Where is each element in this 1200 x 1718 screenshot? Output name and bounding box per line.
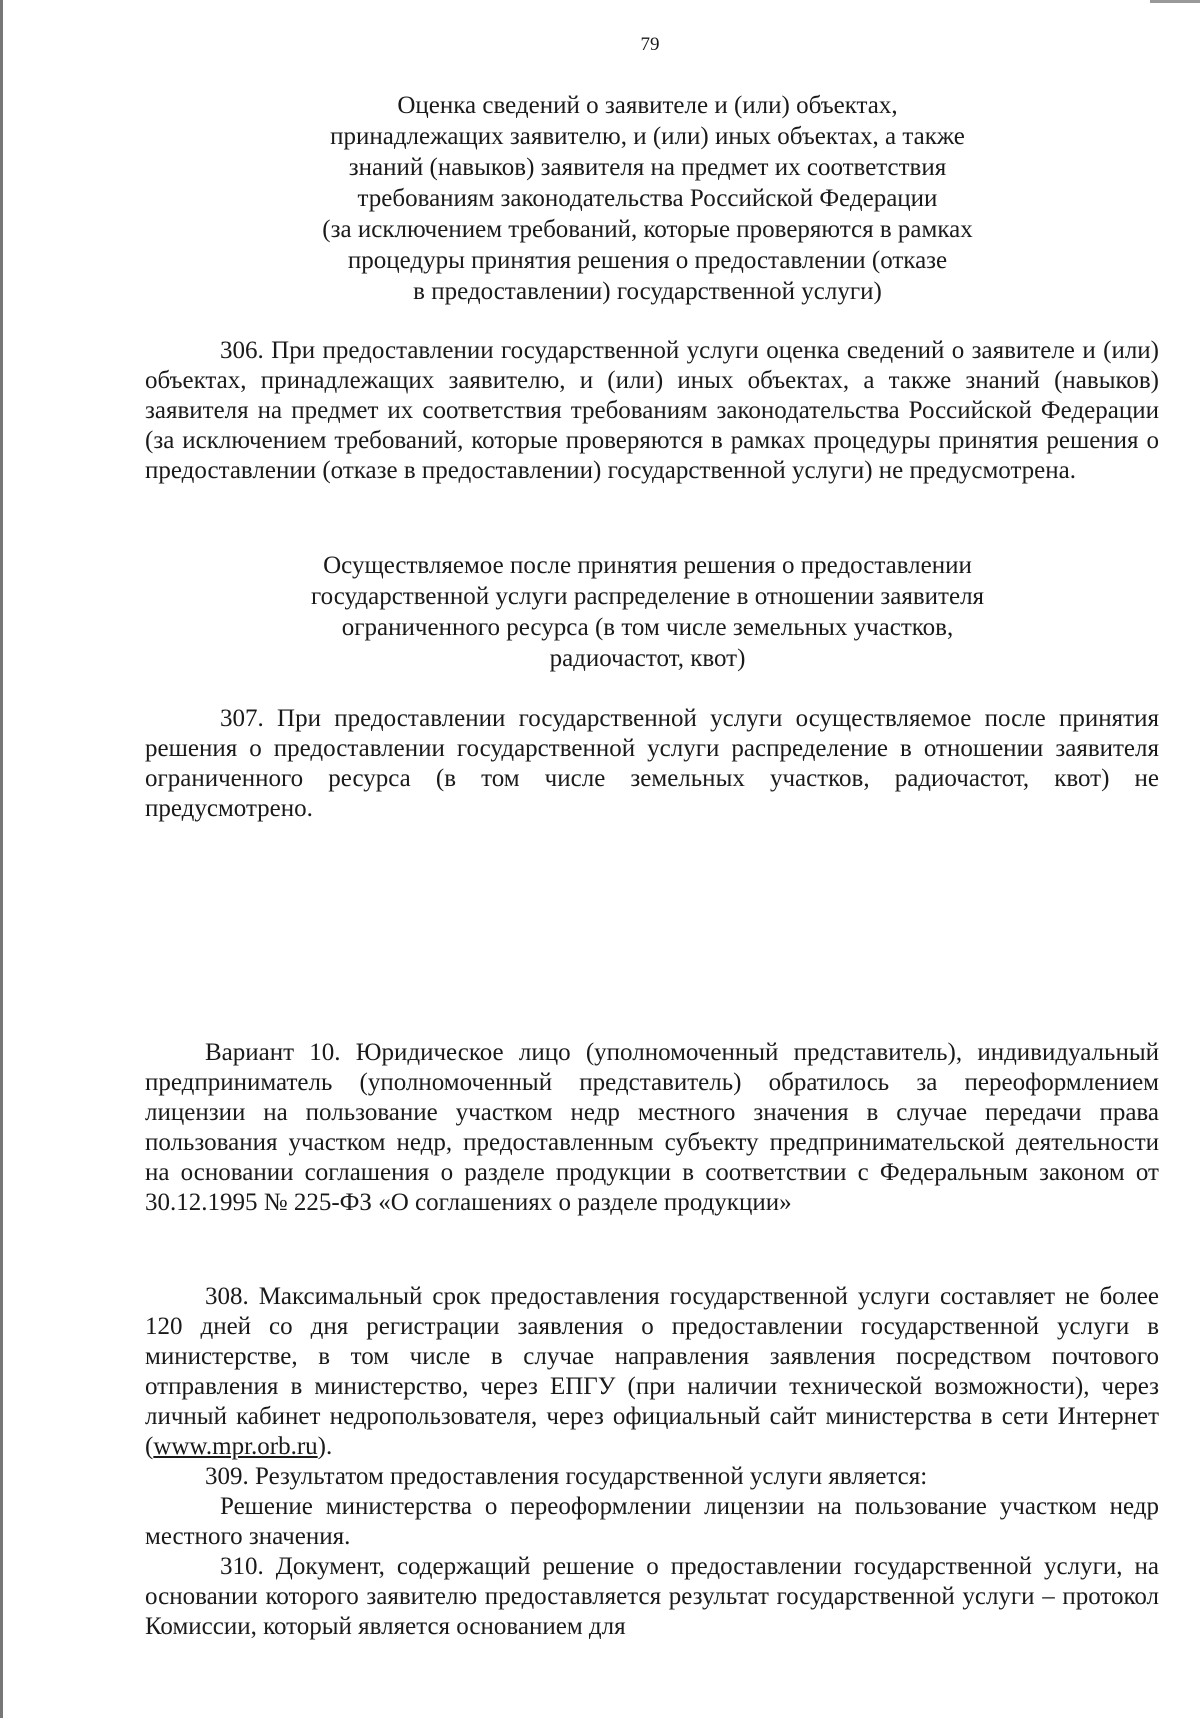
scan-edge-mark xyxy=(0,0,3,1718)
heading-line: (за исключением требований, которые проверяются в рамках xyxy=(322,216,973,243)
section-heading-resource-distribution xyxy=(145,550,1150,674)
heading-line: процедуры принятия решения о предоставлении (отказе xyxy=(347,247,948,274)
paragraph-308 xyxy=(145,1282,1159,1462)
heading-line: знаний (навыков) заявителя на предмет их соответствия xyxy=(348,154,947,181)
heading-line: государственной услуги распределение в отношении заявителя xyxy=(310,583,985,610)
ministry-website-link[interactable]: www.mpr.orb.ru xyxy=(153,1433,318,1460)
heading-line: принадлежащих заявителю, и (или) иных объектах, а также xyxy=(330,123,965,150)
paragraph-306: 306. При предоставлении государственной услуги оценка сведений о заявителе и (или) объектах, принадлежащих заявителю, и (или) иных объектах, а также знаний (навыков) заявителя на предмет их соответствия требованиям законодательства Российской Федерации (за исключением требований, которые проверяются в рамках процедуры принятия решения о предоставлении (отказе в предоставлении) государственной услуги) не предусмотрена. xyxy=(145,337,1159,484)
page-number: 79 xyxy=(640,34,660,55)
heading-line: Оценка сведений о заявителе и (или) объектах, xyxy=(397,92,898,119)
heading-line: в предоставлении) государственной услуги) xyxy=(413,278,882,305)
paragraph-309-result: Решение министерства о переоформлении лицензии на пользование участком недр местного значения. xyxy=(145,1493,1159,1550)
paragraph-309: 309. Результатом предоставления государственной услуги является: xyxy=(205,1463,928,1490)
scan-corner-mark xyxy=(1150,0,1200,3)
heading-line: ограниченного ресурса (в том числе земельных участков, xyxy=(341,614,954,641)
heading-line: требованиям законодательства Российской Федерации xyxy=(357,185,938,212)
heading-line: Осуществляемое после принятия решения о предоставлении xyxy=(323,552,972,579)
paragraph-308-end: ). xyxy=(317,1433,333,1460)
paragraph-307: 307. При предоставлении государственной услуги осуществляемое после принятия решения о предоставлении государственной услуги распределение в отношении заявителя ограниченного ресурса (в том числе земельных участков, радиочастот, квот) не предусмотрено. xyxy=(145,705,1159,822)
variant-10-heading: Вариант 10. Юридическое лицо (уполномоченный представитель), индивидуальный предприниматель (уполномоченный представитель) обратилось за переоформлением лицензии на пользование участком недр местного значения в случае передачи права пользования участком недр, предоставленным субъекту предпринимательской деятельности на основании соглашения о разделе продукции в соответствии с Федеральным законом от 30.12.1995 № 225-ФЗ «О соглашениях о разделе продукции» xyxy=(145,1039,1159,1216)
heading-line: радиочастот, квот) xyxy=(549,645,746,672)
paragraph-308-text: 308. Максимальный срок предоставления государственной услуги составляет не более 120 дней со дня регистрации заявления о предоставлении государственной услуги в министерстве, в том числе в случае направления заявления посредством почтового отправления в министерство, через ЕПГУ (при наличии технической возможности), через личный кабинет недропользователя, через официальный сайт министерства в сети Интернет ( xyxy=(145,1283,1159,1460)
paragraph-310: 310. Документ, содержащий решение о предоставлении государственной услуги, на основании которого заявителю предоставляется результат государственной услуги – протокол Комиссии, который является основанием для xyxy=(145,1553,1159,1640)
section-heading-assessment xyxy=(145,90,1150,307)
